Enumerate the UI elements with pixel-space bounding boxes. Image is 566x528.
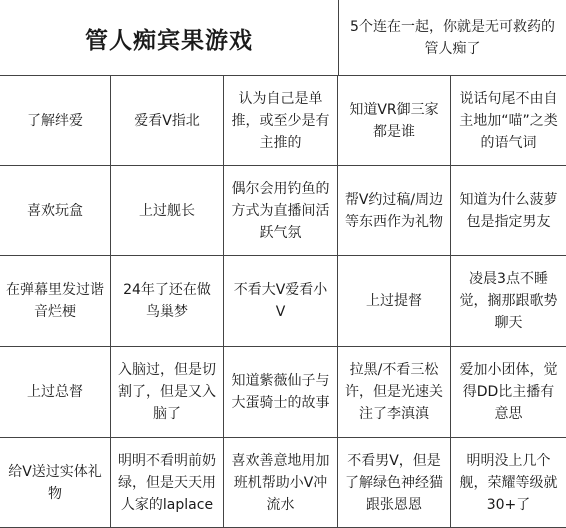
bingo-cell: 凌晨3点不睡觉，搁那跟歌势聊天 [451,256,566,347]
bingo-cell: 不看男V，但是了解绿色神经猫跟张恩恩 [338,438,451,528]
bingo-cell: 说话句尾不由自主地加“喵”之类的语气词 [451,76,566,166]
bingo-title: 管人痴宾果游戏 [85,27,253,54]
bingo-cell: 知道VR御三家都是谁 [338,76,451,166]
bingo-cell: 给V送过实体礼物 [0,438,111,528]
bingo-cell: 认为自己是单推，或至少是有主推的 [224,76,338,166]
bingo-cell: 偶尔会用钓鱼的方式为直播间活跃气氛 [224,166,338,256]
bingo-rule: 5个连在一起，你就是无可救药的管人痴了 [338,0,566,76]
bingo-cell: 在弹幕里发过谐音烂梗 [0,256,111,347]
bingo-cell: 了解绊爱 [0,76,111,166]
bingo-cell: 知道紫薇仙子与大蛋骑士的故事 [224,347,338,438]
bingo-cell: 拉黑/不看三松许，但是光速关注了李滇滇 [338,347,451,438]
bingo-cell: 爱加小团体，觉得DD比主播有意思 [451,347,566,438]
bingo-header [0,0,566,76]
bingo-cell: 明明不看明前奶绿，但是天天用人家的laplace [111,438,224,528]
bingo-cell: 爱看V指北 [111,76,224,166]
bingo-cell: 喜欢玩盒 [0,166,111,256]
bingo-cell: 上过提督 [338,256,451,347]
bingo-cell: 上过总督 [0,347,111,438]
bingo-cell: 入脑过，但是切割了，但是又入脑了 [111,347,224,438]
bingo-cell: 喜欢善意地用加班机帮助小V冲流水 [224,438,338,528]
bingo-cell: 帮V约过稿/周边等东西作为礼物 [338,166,451,256]
bingo-cell: 24年了还在做鸟巢梦 [111,256,224,347]
bingo-grid [0,76,566,528]
bingo-cell: 上过舰长 [111,166,224,256]
bingo-cell: 知道为什么菠萝包是指定男友 [451,166,566,256]
bingo-cell: 不看大V爱看小V [224,256,338,347]
bingo-cell: 明明没上几个舰，荣耀等级就30+了 [451,438,566,528]
